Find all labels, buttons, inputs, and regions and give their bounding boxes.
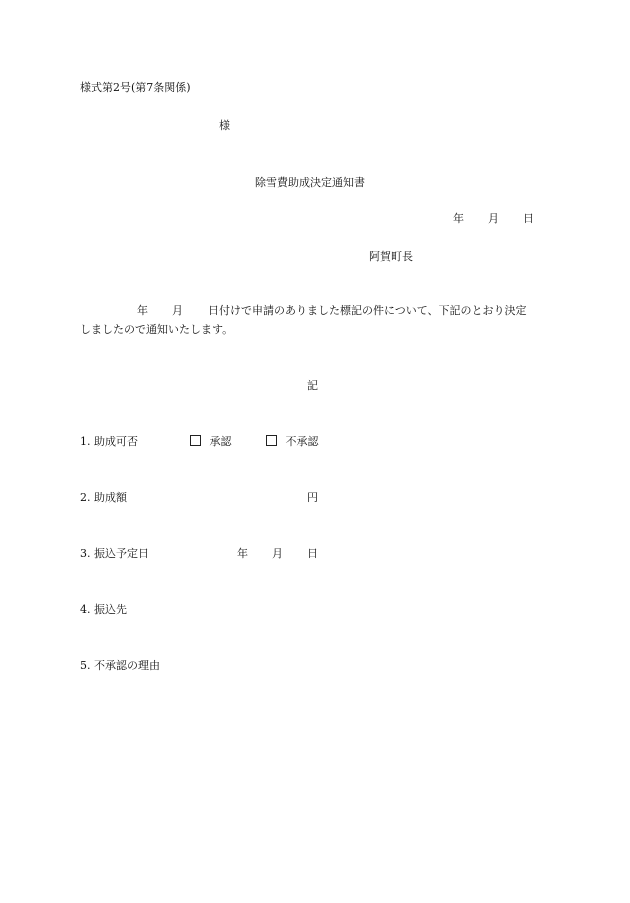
- transfer-date-month: 月: [272, 547, 283, 560]
- approve-checkbox[interactable]: [190, 435, 201, 446]
- transfer-date-day: 日: [307, 547, 318, 560]
- body-text-line1: 日付けで申請のありました標記の件について、下記のとおり決定: [208, 304, 527, 317]
- reject-option[interactable]: [266, 435, 319, 449]
- ki-heading: 記: [307, 379, 318, 392]
- issuer-name: 阿賀町長: [369, 250, 413, 263]
- approve-label: 承認: [209, 435, 232, 448]
- item-approval-label: 1. 助成可否: [80, 435, 138, 448]
- date-month: 月: [488, 212, 499, 225]
- addressee-suffix: 様: [219, 119, 230, 132]
- date-year: 年: [453, 212, 464, 225]
- reject-checkbox[interactable]: [266, 435, 277, 446]
- form-reference: 様式第2号(第7条関係): [80, 81, 191, 94]
- item-transfer-destination-label: 4. 振込先: [80, 603, 127, 616]
- item-rejection-reason-label: 5. 不承認の理由: [80, 659, 160, 672]
- body-month: 月: [172, 304, 183, 317]
- document-title: 除雪費助成決定通知書: [255, 176, 365, 189]
- transfer-date-year: 年: [237, 547, 248, 560]
- reject-label: 不承認: [285, 435, 319, 448]
- item-amount-unit: 円: [307, 491, 318, 504]
- date-day: 日: [523, 212, 534, 225]
- body-year: 年: [137, 304, 148, 317]
- approve-option[interactable]: [190, 435, 232, 449]
- item-transfer-date-label: 3. 振込予定日: [80, 547, 149, 560]
- item-amount-label: 2. 助成額: [80, 491, 127, 504]
- body-text-line2: しましたので通知いたします。: [80, 323, 234, 336]
